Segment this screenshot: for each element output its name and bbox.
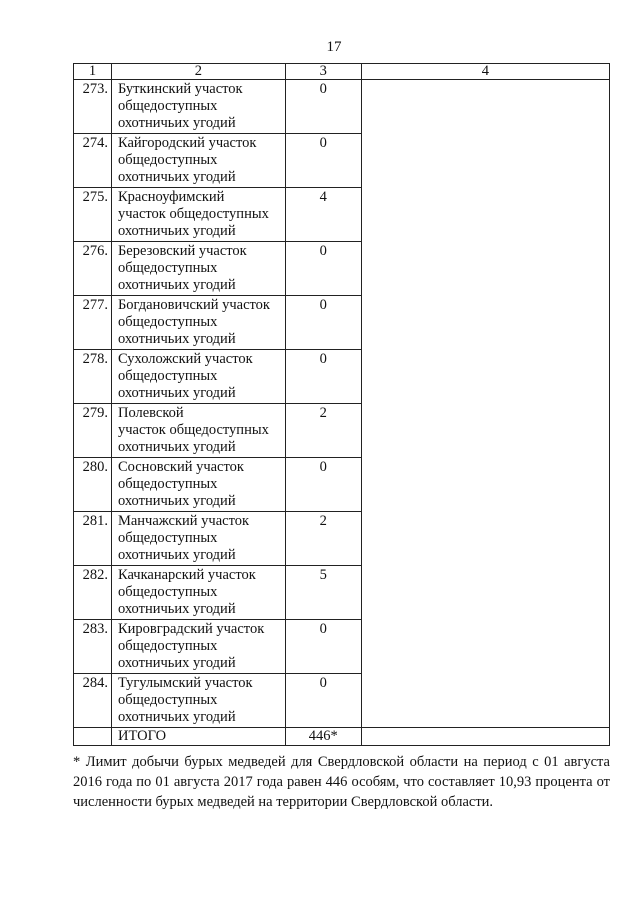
row-area-name: Кировградский участок общедоступных охотничьих угодий xyxy=(111,620,285,674)
row-area-name: Манчажский участок общедоступных охотничьих угодий xyxy=(111,512,285,566)
row-limit-value: 0 xyxy=(285,80,361,134)
column-4-empty-cell xyxy=(361,80,609,728)
row-limit-value: 2 xyxy=(285,404,361,458)
row-area-name: Полевской участок общедоступных охотничьих угодий xyxy=(111,404,285,458)
row-limit-value: 0 xyxy=(285,242,361,296)
row-area-name: Тугулымский участок общедоступных охотничьих угодий xyxy=(111,674,285,728)
total-num-cell xyxy=(74,728,112,746)
row-limit-value: 0 xyxy=(285,296,361,350)
row-limit-value: 0 xyxy=(285,458,361,512)
page-number: 17 xyxy=(326,39,342,55)
row-number: 273. xyxy=(74,80,112,134)
row-area-name: Качканарский участок общедоступных охотничьих угодий xyxy=(111,566,285,620)
bear-limit-table xyxy=(73,63,610,746)
table-body xyxy=(74,80,610,746)
row-number: 282. xyxy=(74,566,112,620)
footnote: * Лимит добычи бурых медведей для Свердловской области на период с 01 августа 2016 года по 01 августа 2017 года равен 446 особям, что составляет 10,93 процента от численности бурых медведей на территории Свердловской области. xyxy=(73,754,610,810)
row-limit-value: 0 xyxy=(285,350,361,404)
row-limit-value: 0 xyxy=(285,620,361,674)
total-row xyxy=(74,728,610,746)
row-area-name: Буткинский участок общедоступных охотничьих угодий xyxy=(111,80,285,134)
table-header-row xyxy=(74,64,610,80)
total-value: 446* xyxy=(285,728,361,746)
row-limit-value: 2 xyxy=(285,512,361,566)
row-area-name: Сухоложский участок общедоступных охотничьих угодий xyxy=(111,350,285,404)
row-number: 277. xyxy=(74,296,112,350)
table-row xyxy=(74,80,610,134)
row-number: 278. xyxy=(74,350,112,404)
row-number: 281. xyxy=(74,512,112,566)
total-col-4-cell xyxy=(361,728,609,746)
row-number: 280. xyxy=(74,458,112,512)
row-number: 274. xyxy=(74,134,112,188)
row-area-name: Богдановичский участок общедоступных охотничьих угодий xyxy=(111,296,285,350)
row-number: 279. xyxy=(74,404,112,458)
row-area-name: Сосновский участок общедоступных охотничьих угодий xyxy=(111,458,285,512)
row-number: 275. xyxy=(74,188,112,242)
total-label: ИТОГО xyxy=(111,728,285,746)
header-col-1: 1 xyxy=(74,64,112,80)
row-number: 276. xyxy=(74,242,112,296)
row-limit-value: 4 xyxy=(285,188,361,242)
row-limit-value: 0 xyxy=(285,134,361,188)
row-number: 283. xyxy=(74,620,112,674)
header-col-3: 3 xyxy=(285,64,361,80)
row-area-name: Красноуфимский участок общедоступных охотничьих угодий xyxy=(111,188,285,242)
row-limit-value: 0 xyxy=(285,674,361,728)
header-col-2: 2 xyxy=(111,64,285,80)
row-area-name: Кайгородский участок общедоступных охотничьих угодий xyxy=(111,134,285,188)
row-limit-value: 5 xyxy=(285,566,361,620)
row-area-name: Березовский участок общедоступных охотничьих угодий xyxy=(111,242,285,296)
header-col-4: 4 xyxy=(361,64,609,80)
row-number: 284. xyxy=(74,674,112,728)
